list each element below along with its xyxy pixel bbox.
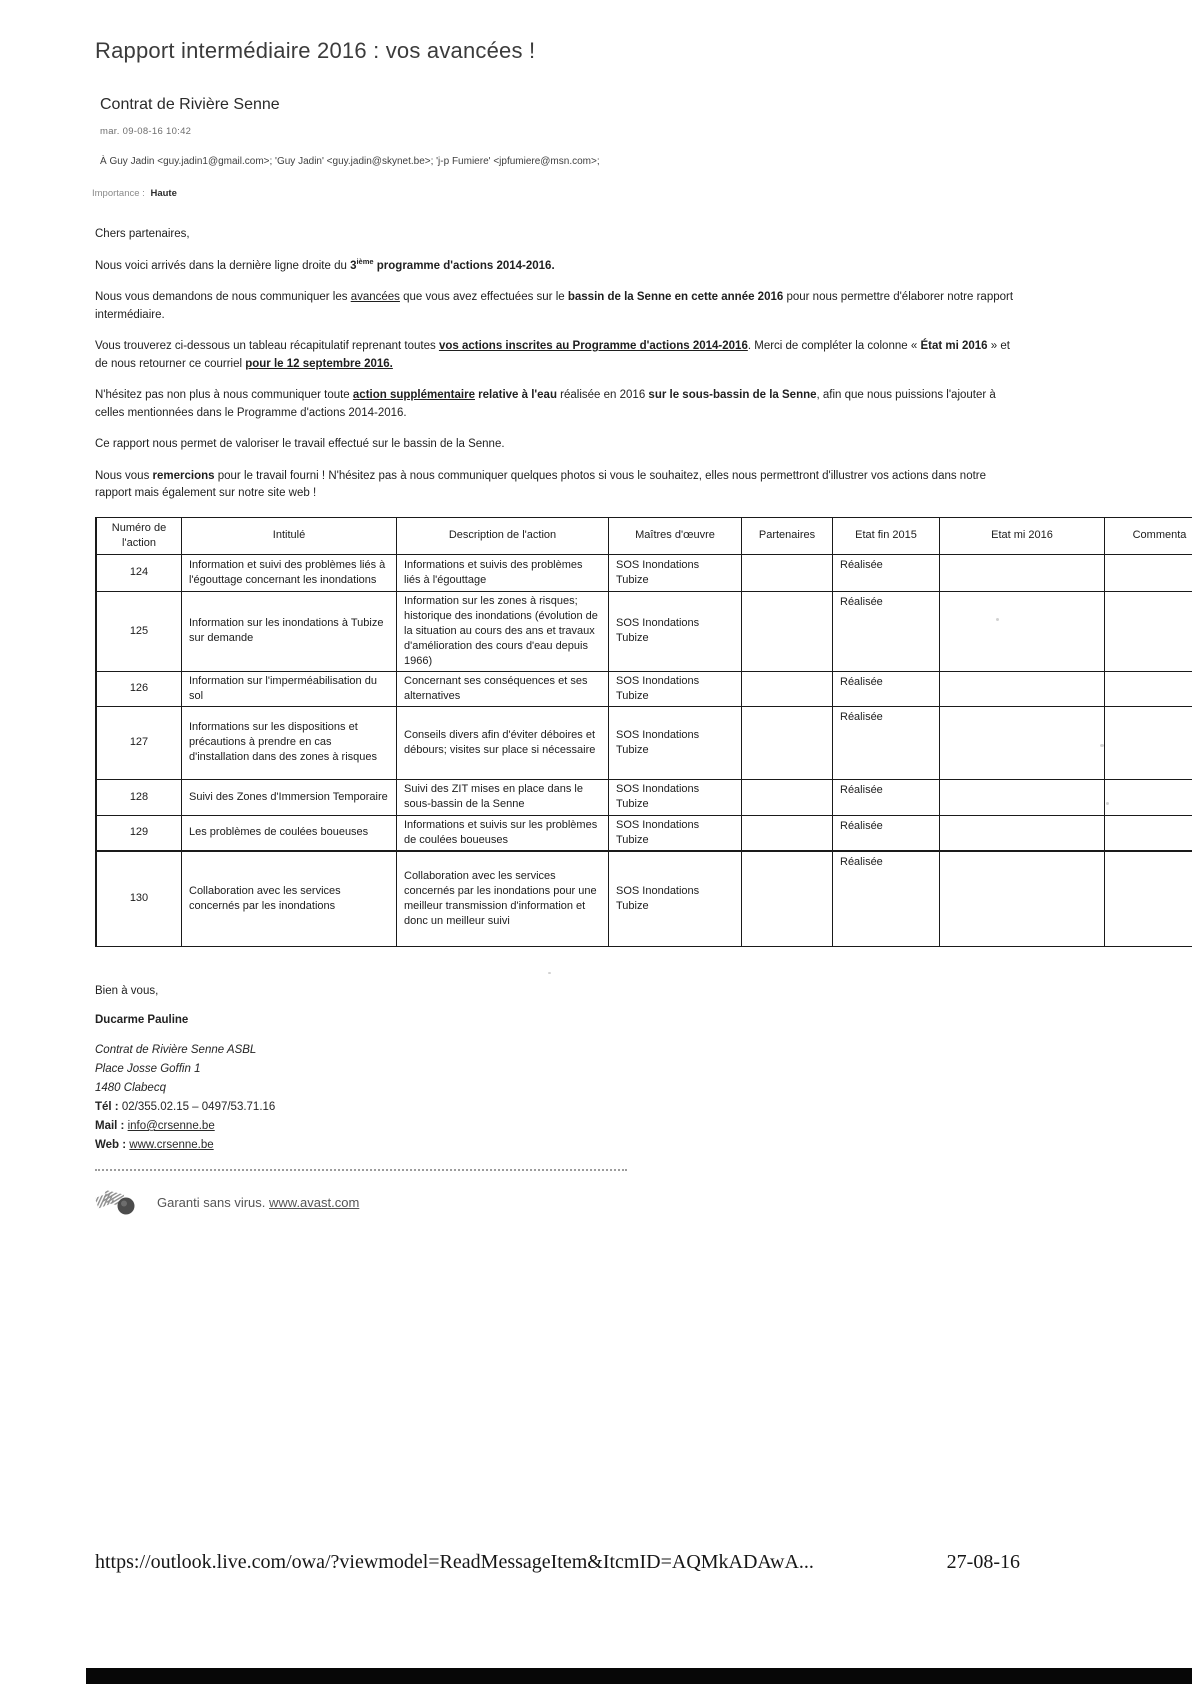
text-run: que vous avez effectuées sur le (399, 291, 568, 303)
cell-etat2016 (940, 591, 1105, 671)
text-run: pour nous permettre d'élaborer notre rapport intermédiaire. (95, 291, 1014, 321)
text-run: Chers partenaires, (95, 228, 190, 240)
column-header-maitres: Maîtres d'œuvre (609, 517, 742, 554)
cell-maitre: SOS Inondations Tubize (609, 671, 742, 706)
page-title: Rapport intermédiaire 2016 : vos avancées ! (95, 38, 536, 63)
text-run: avancées (350, 291, 400, 303)
avast-link[interactable]: www.avast.com (269, 1195, 360, 1210)
cell-etat2016 (940, 554, 1105, 591)
column-header-etat-fin-2015: Etat fin 2015 (833, 517, 940, 554)
text-run: 3 (350, 259, 357, 272)
recipients-line: À Guy Jadin <guy.jadin1@gmail.com>; 'Guy Jadin' <guy.jadin@skynet.be>; 'j-p Fumiere' <jpfumiere@msn.com>; (100, 156, 600, 167)
scan-artifact-bar (86, 1668, 1192, 1684)
paragraph (95, 387, 1020, 422)
mail-link[interactable]: info@crsenne.be (127, 1120, 215, 1132)
importance-label: Importance : (92, 188, 145, 199)
cell-num: 130 (96, 851, 182, 947)
print-footer (95, 1551, 1020, 1574)
cell-description: Informations et suivis des problèmes liés à l'égouttage (397, 554, 609, 591)
mail-label: Mail : (95, 1120, 128, 1132)
column-header-numero: Numéro de l'action (96, 517, 182, 554)
table-header (96, 517, 1192, 554)
cell-intitule: Information et suivi des problèmes liés à l'égouttage concernant les inondations (182, 554, 397, 591)
cell-intitule: Collaboration avec les services concernés par les inondations (182, 851, 397, 947)
text-run: Vous trouverez ci-dessous un tableau récapitulatif reprenant toutes (95, 340, 439, 352)
cell-maitre: SOS Inondations Tubize (609, 851, 742, 947)
closing-line: Bien à vous, (95, 985, 159, 997)
phone-label: Tél : (95, 1101, 122, 1113)
table-row (96, 706, 1192, 779)
column-header-description: Description de l'action (397, 517, 609, 554)
cell-intitule: Les problèmes de coulées boueuses (182, 815, 397, 851)
email-body (95, 226, 1020, 503)
cell-maitre: SOS Inondations Tubize (609, 706, 742, 779)
column-header-partenaires: Partenaires (742, 517, 833, 554)
paragraph (95, 258, 1020, 276)
cell-description: Informations et suivis sur les problèmes de coulées boueuses (397, 815, 609, 851)
signature-web-line (95, 1136, 1025, 1155)
text-run: N'hésitez pas non plus à nous communiquer toute (95, 389, 353, 401)
web-label: Web : (95, 1139, 130, 1151)
cell-partenaires (742, 591, 833, 671)
scan-artifact (1106, 802, 1109, 805)
sender-name: Contrat de Rivière Senne (100, 96, 280, 113)
cell-num: 125 (96, 591, 182, 671)
importance-value: Haute (150, 188, 177, 199)
column-header-intitule: Intitulé (182, 517, 397, 554)
cell-num: 124 (96, 554, 182, 591)
cell-commentaires (1105, 779, 1192, 815)
footer-url: https://outlook.live.com/owa/?viewmodel=ReadMessageItem&ItcmID=AQMkADAwA... (95, 1551, 814, 1573)
text-run: ième (356, 256, 374, 266)
text-run: , afin que nous puissions l'ajouter à celles mentionnées dans le Programme d'actions 2014-2016. (95, 389, 996, 419)
paragraph-greeting (95, 226, 1020, 244)
cell-description: Collaboration avec les services concernés par les inondations pour une meilleur transmission d'information et donc un meilleur suivi (397, 851, 609, 947)
cell-maitre: SOS Inondations Tubize (609, 591, 742, 671)
text-run: sur le sous-bassin de la Senne (648, 389, 817, 401)
cell-num: 127 (96, 706, 182, 779)
cell-maitre: SOS Inondations Tubize (609, 779, 742, 815)
cell-description: Concernant ses conséquences et ses alternatives (397, 671, 609, 706)
avast-text: Garanti sans virus. (157, 1195, 266, 1210)
text-run: pour le 12 septembre 2016. (245, 357, 393, 370)
text-run: Ce rapport nous permet de valoriser le travail effectué sur le bassin de la Senne. (95, 438, 505, 450)
text-run: . Merci de compléter la colonne « (747, 340, 921, 352)
cell-partenaires (742, 706, 833, 779)
cell-commentaires (1105, 815, 1192, 851)
cell-etat2016 (940, 706, 1105, 779)
table-row (96, 671, 1192, 706)
cell-etat2015: Réalisée (833, 851, 940, 947)
text-run: réalisée en 2016 (556, 389, 649, 401)
cell-partenaires (742, 851, 833, 947)
table-row (96, 591, 1192, 671)
signature-phone-line (95, 1098, 1025, 1117)
scan-artifact (1100, 744, 1104, 747)
text-run: Nous voici arrivés dans la dernière ligne droite du (95, 259, 351, 272)
text-run: État mi 2016 (920, 340, 988, 352)
cell-partenaires (742, 554, 833, 591)
message-timestamp: mar. 09-08-16 10:42 (100, 126, 192, 137)
signature-address-city: 1480 Clabecq (95, 1082, 166, 1094)
cell-etat2015: Réalisée (833, 815, 940, 851)
signature-address-street: Place Josse Goffin 1 (95, 1063, 201, 1075)
avast-logo-icon (95, 1186, 141, 1219)
text-run: pour le travail fourni ! N'hésitez pas à nous communiquer quelques photos si vous le souhaitez, elles nous permettront d'illustrer vos actions dans notre rapport mais également sur notre site web ! (95, 469, 987, 499)
column-header-commentaires: Commenta (1105, 517, 1192, 554)
importance-line (92, 188, 1025, 199)
text-run: » et de nous retourner ce courriel (95, 340, 1010, 370)
antivirus-banner (95, 1186, 1025, 1219)
text-run: relative à l'eau (474, 389, 557, 401)
cell-etat2016 (940, 851, 1105, 947)
cell-etat2015: Réalisée (833, 591, 940, 671)
signature-mail-line (95, 1117, 1025, 1136)
scan-artifact (548, 972, 551, 974)
avast-guarantee-text (157, 1195, 359, 1210)
cell-intitule: Information sur l'imperméabilisation du sol (182, 671, 397, 706)
scan-artifact (996, 618, 999, 621)
cell-partenaires (742, 815, 833, 851)
paragraph (95, 338, 1020, 373)
text-run: Nous vous (95, 469, 153, 482)
cell-intitule: Information sur les inondations à Tubize sur demande (182, 591, 397, 671)
text-run: Nous vous demandons de nous communiquer les (95, 291, 351, 303)
cell-commentaires (1105, 554, 1192, 591)
cell-commentaires (1105, 591, 1192, 671)
cell-num: 126 (96, 671, 182, 706)
actions-table (95, 517, 1192, 948)
text-run: action supplémentaire (352, 389, 475, 401)
cell-intitule: Suivi des Zones d'Immersion Temporaire (182, 779, 397, 815)
cell-intitule: Informations sur les dispositions et précautions à prendre en cas d'installation dans des zones à risques (182, 706, 397, 779)
web-link[interactable]: www.crsenne.be (129, 1139, 214, 1151)
cell-maitre: SOS Inondations Tubize (609, 554, 742, 591)
cell-etat2016 (940, 815, 1105, 851)
paragraph (95, 289, 1020, 324)
text-run: bassin de la Senne en cette année 2016 (567, 291, 784, 303)
table-row (96, 851, 1192, 947)
cell-num: 128 (96, 779, 182, 815)
footer-date: 27-08-16 (946, 1551, 1020, 1573)
cell-commentaires (1105, 706, 1192, 779)
actions-table-container (95, 517, 1187, 948)
cell-partenaires (742, 671, 833, 706)
cell-description: Conseils divers afin d'éviter déboires et débours; visites sur place si nécessaire (397, 706, 609, 779)
cell-etat2015: Réalisée (833, 706, 940, 779)
cell-etat2015: Réalisée (833, 554, 940, 591)
cell-partenaires (742, 779, 833, 815)
table-row (96, 815, 1192, 851)
text-run: remercions (152, 469, 215, 482)
table-body (96, 554, 1192, 947)
cell-maitre: SOS Inondations Tubize (609, 815, 742, 851)
signature-block (95, 1041, 1025, 1155)
cell-etat2016 (940, 671, 1105, 706)
table-row (96, 554, 1192, 591)
signature-name: Ducarme Pauline (95, 1014, 189, 1026)
cell-etat2016 (940, 779, 1105, 815)
paragraph (95, 436, 1020, 454)
text-run: vos actions inscrites au Programme d'actions 2014-2016 (438, 340, 748, 352)
cell-commentaires (1105, 671, 1192, 706)
cell-etat2015: Réalisée (833, 779, 940, 815)
text-run: programme d'actions 2014-2016. (373, 259, 555, 272)
cell-description: Suivi des ZIT mises en place dans le sous-bassin de la Senne (397, 779, 609, 815)
paragraph (95, 468, 1020, 503)
table-header-row (96, 517, 1192, 554)
cell-commentaires (1105, 851, 1192, 947)
cell-num: 129 (96, 815, 182, 851)
column-header-etat-mi-2016: Etat mi 2016 (940, 517, 1105, 554)
cell-description: Information sur les zones à risques; historique des inondations (évolution de la situation au cours des ans et travaux d'amélioration des cours d'eau depuis 1966) (397, 591, 609, 671)
dotted-divider (95, 1169, 627, 1171)
signature-org: Contrat de Rivière Senne ASBL (95, 1044, 257, 1056)
cell-etat2015: Réalisée (833, 671, 940, 706)
table-row (96, 779, 1192, 815)
phone-number: 02/355.02.15 – 0497/53.71.16 (121, 1101, 276, 1113)
